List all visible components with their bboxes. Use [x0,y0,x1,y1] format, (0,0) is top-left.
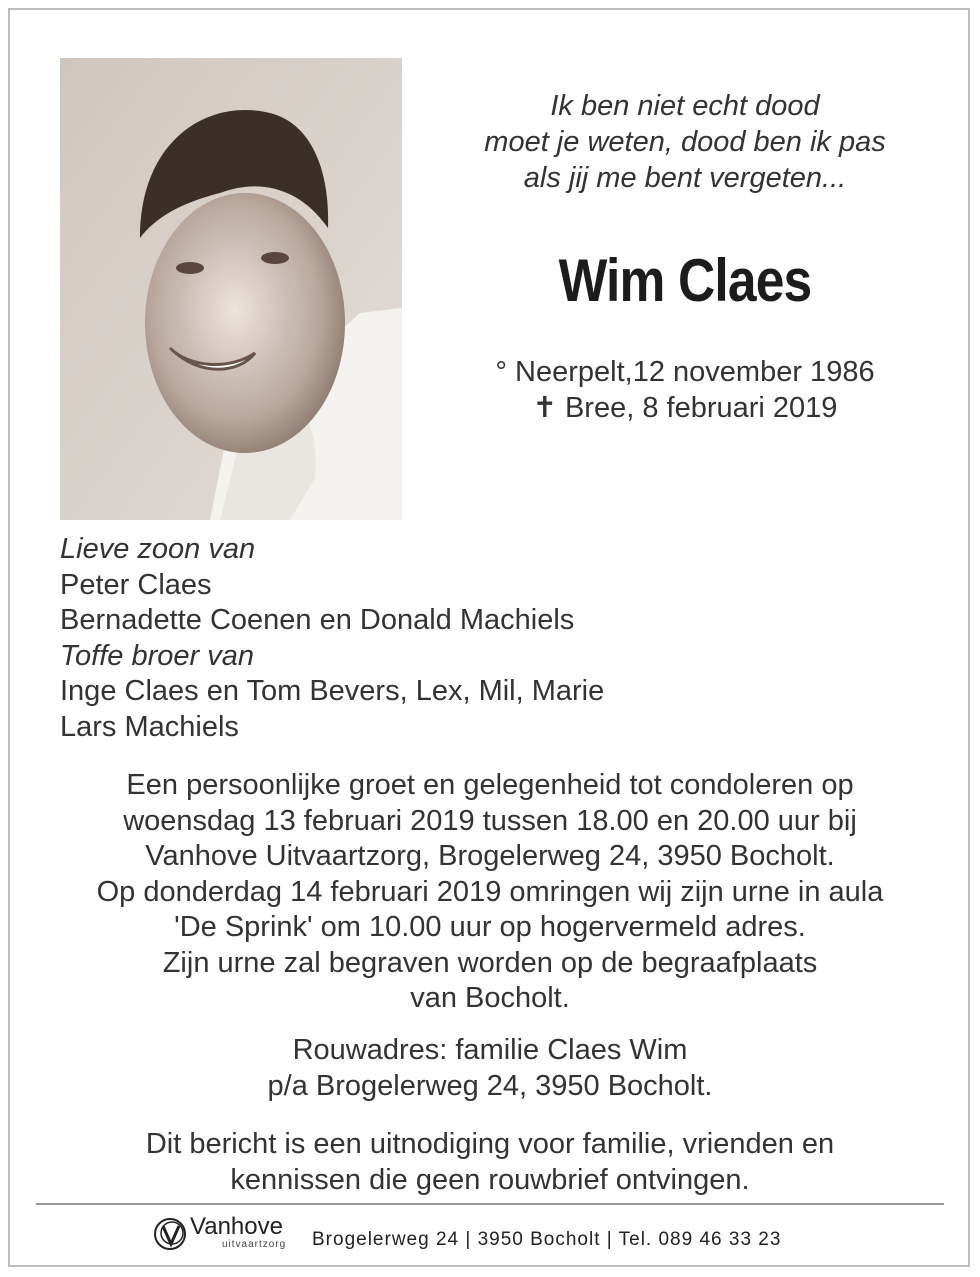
family-member: Inge Claes en Tom Bevers, Lex, Mil, Marie [60,675,605,707]
life-dates [430,354,940,426]
contact-details: Brogelerweg 24 | 3950 Bocholt | Tel. 089 46 33 23 [312,1229,782,1250]
funeral-home-footer [150,1212,850,1262]
footer-divider [36,1203,944,1205]
ceremony-line: 'De Sprink' om 10.00 uur op hogervermeld adres. [174,911,806,943]
portrait-photo [60,58,402,520]
ceremony-line: Een persoonlijke groet en gelegenheid tot condoleren op [126,769,854,801]
notice-line: Dit bericht is een uitnodiging voor familie, vrienden en [145,1128,835,1160]
address-line: Rouwadres: familie Claes Wim [292,1034,688,1066]
family-member: Bernadette Coenen en Donald Machiels [60,604,575,636]
family-list [60,532,940,745]
family-heading: Lieve zoon van [60,533,256,565]
ceremony-line: woensdag 13 februari 2019 tussen 18.00 en 20.00 uur bij [123,804,857,837]
family-member: Peter Claes [60,568,212,601]
logo-name: Vanhove [190,1213,283,1240]
family-heading: Toffe broer van [60,639,254,672]
mourning-address [40,1033,940,1104]
quote-line: als jij me bent vergeten... [523,162,847,194]
ceremony-info [40,768,940,1017]
ceremony-line: Zijn urne zal begraven worden op de begraafplaats [162,946,818,979]
death-date: ✝ Bree, 8 februari 2019 [532,392,838,424]
quote-line: moet je weten, dood ben ik pas [484,126,886,158]
ceremony-line: Op donderdag 14 februari 2019 omringen wij zijn urne in aula [96,875,884,908]
address-line: p/a Brogelerweg 24, 3950 Bocholt. [267,1069,713,1102]
invitation-notice [40,1127,940,1198]
birth-date: ° Neerpelt,12 november 1986 [495,356,875,388]
portrait-image [60,58,402,520]
vanhove-logo-icon [150,1214,192,1256]
ceremony-line: van Bocholt. [410,982,570,1014]
logo-subtitle: uitvaartzorg [222,1239,287,1250]
quote-line: Ik ben niet echt dood [550,90,820,122]
deceased-name: Wim Claes [558,247,812,314]
family-member: Lars Machiels [60,710,239,743]
memorial-quote [430,88,940,196]
notice-line: kennissen die geen rouwbrief ontvingen. [230,1163,750,1196]
ceremony-line: Vanhove Uitvaartzorg, Brogelerweg 24, 3950 Bocholt. [145,840,835,872]
